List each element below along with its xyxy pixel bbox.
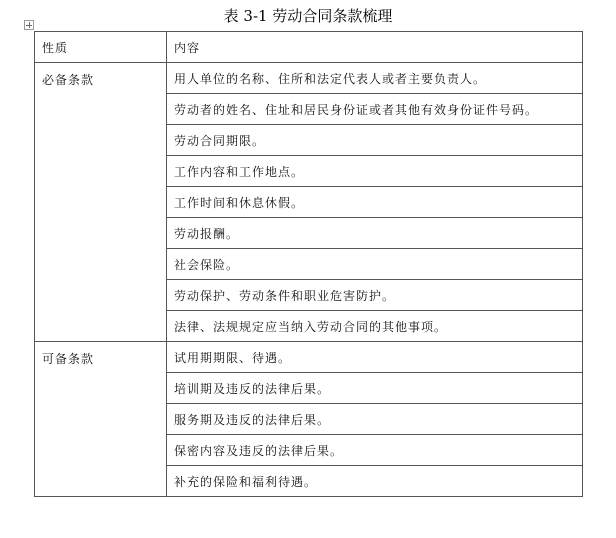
clause-cell: 劳动者的姓名、住址和居民身份证或者其他有效身份证件号码。	[167, 94, 583, 125]
clause-cell: 补充的保险和福利待遇。	[167, 466, 583, 497]
contract-clauses-table	[34, 31, 583, 497]
clause-cell: 劳动报酬。	[167, 218, 583, 249]
header-nature: 性质	[35, 32, 167, 63]
clause-cell: 培训期及违反的法律后果。	[167, 373, 583, 404]
category-cell-required: 必备条款	[35, 63, 167, 342]
clause-cell: 工作时间和休息休假。	[167, 187, 583, 218]
clause-cell: 法律、法规规定应当纳入劳动合同的其他事项。	[167, 311, 583, 342]
table-move-handle-icon[interactable]	[24, 20, 34, 30]
clause-cell: 社会保险。	[167, 249, 583, 280]
clause-cell: 服务期及违反的法律后果。	[167, 404, 583, 435]
table-row	[35, 63, 583, 94]
category-cell-optional: 可备条款	[35, 342, 167, 497]
clause-cell: 劳动合同期限。	[167, 125, 583, 156]
table-row	[35, 342, 583, 373]
table-header-row	[35, 32, 583, 63]
clause-cell: 工作内容和工作地点。	[167, 156, 583, 187]
clause-cell: 用人单位的名称、住所和法定代表人或者主要负责人。	[167, 63, 583, 94]
clause-cell: 试用期期限、待遇。	[167, 342, 583, 373]
clause-cell: 劳动保护、劳动条件和职业危害防护。	[167, 280, 583, 311]
header-content: 内容	[167, 32, 583, 63]
table-caption: 表 3-1 劳动合同条款梳理	[223, 7, 393, 25]
clause-cell: 保密内容及违反的法律后果。	[167, 435, 583, 466]
